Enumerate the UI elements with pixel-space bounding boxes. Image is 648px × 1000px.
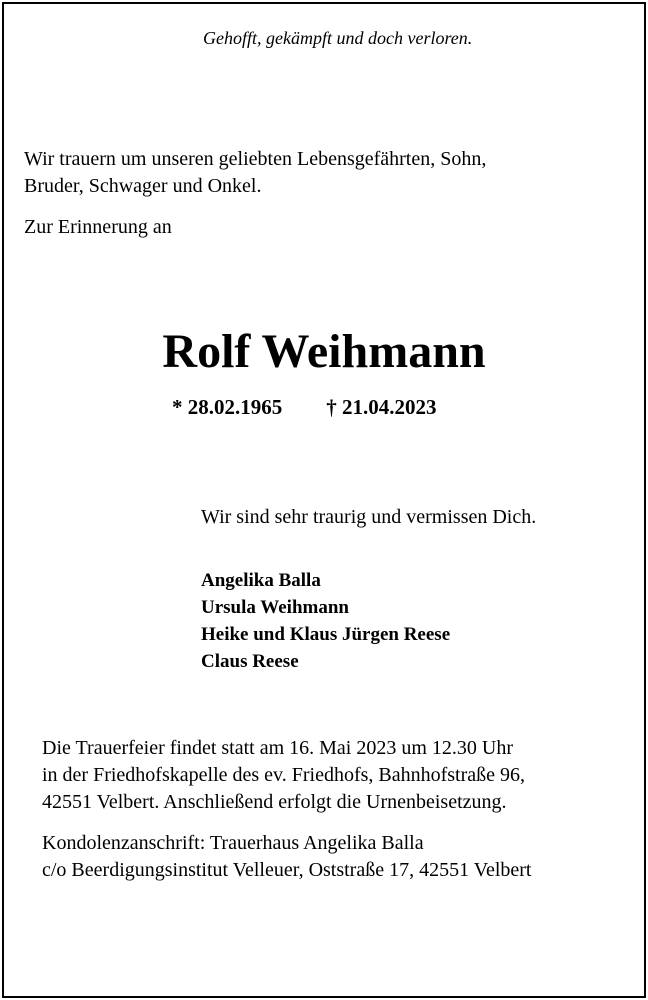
condolence-address (42, 830, 532, 884)
intro-line: Bruder, Schwager und Onkel. (24, 175, 262, 197)
death-date: † 21.04.2023 (326, 395, 437, 419)
intro-line: Wir trauern um unseren geliebten Lebensgefährten, Sohn, (24, 148, 487, 170)
mourner-name: Angelika Balla (201, 570, 321, 591)
motto-line: Gehofft, gekämpft und doch verloren. (203, 28, 473, 48)
condolence-line: Kondolenzanschrift: Trauerhaus Angelika Balla (42, 832, 424, 854)
ceremony-line: in der Friedhofskapelle des ev. Friedhofs, Bahnhofstraße 96, (42, 764, 526, 786)
mourner-name: Ursula Weihmann (201, 597, 349, 618)
life-dates (172, 395, 437, 420)
deceased-name: Rolf Weihmann (162, 325, 486, 378)
farewell-text: Wir sind sehr traurig und vermissen Dich. (201, 506, 537, 528)
remembrance-label: Zur Erinnerung an (24, 216, 172, 238)
mourner-name: Heike und Klaus Jürgen Reese (201, 624, 451, 645)
mourners-list (201, 567, 450, 675)
mourner-name: Claus Reese (201, 651, 299, 672)
ceremony-line: Die Trauerfeier findet statt am 16. Mai 2023 um 12.30 Uhr (42, 737, 514, 759)
condolence-line: c/o Beerdigungsinstitut Velleuer, Oststraße 17, 42551 Velbert (42, 859, 532, 881)
ceremony-line: 42551 Velbert. Anschließend erfolgt die Urnenbeisetzung. (42, 791, 507, 813)
birth-date: * 28.02.1965 (172, 395, 283, 419)
ceremony-info (42, 735, 525, 816)
intro-text (24, 146, 486, 200)
